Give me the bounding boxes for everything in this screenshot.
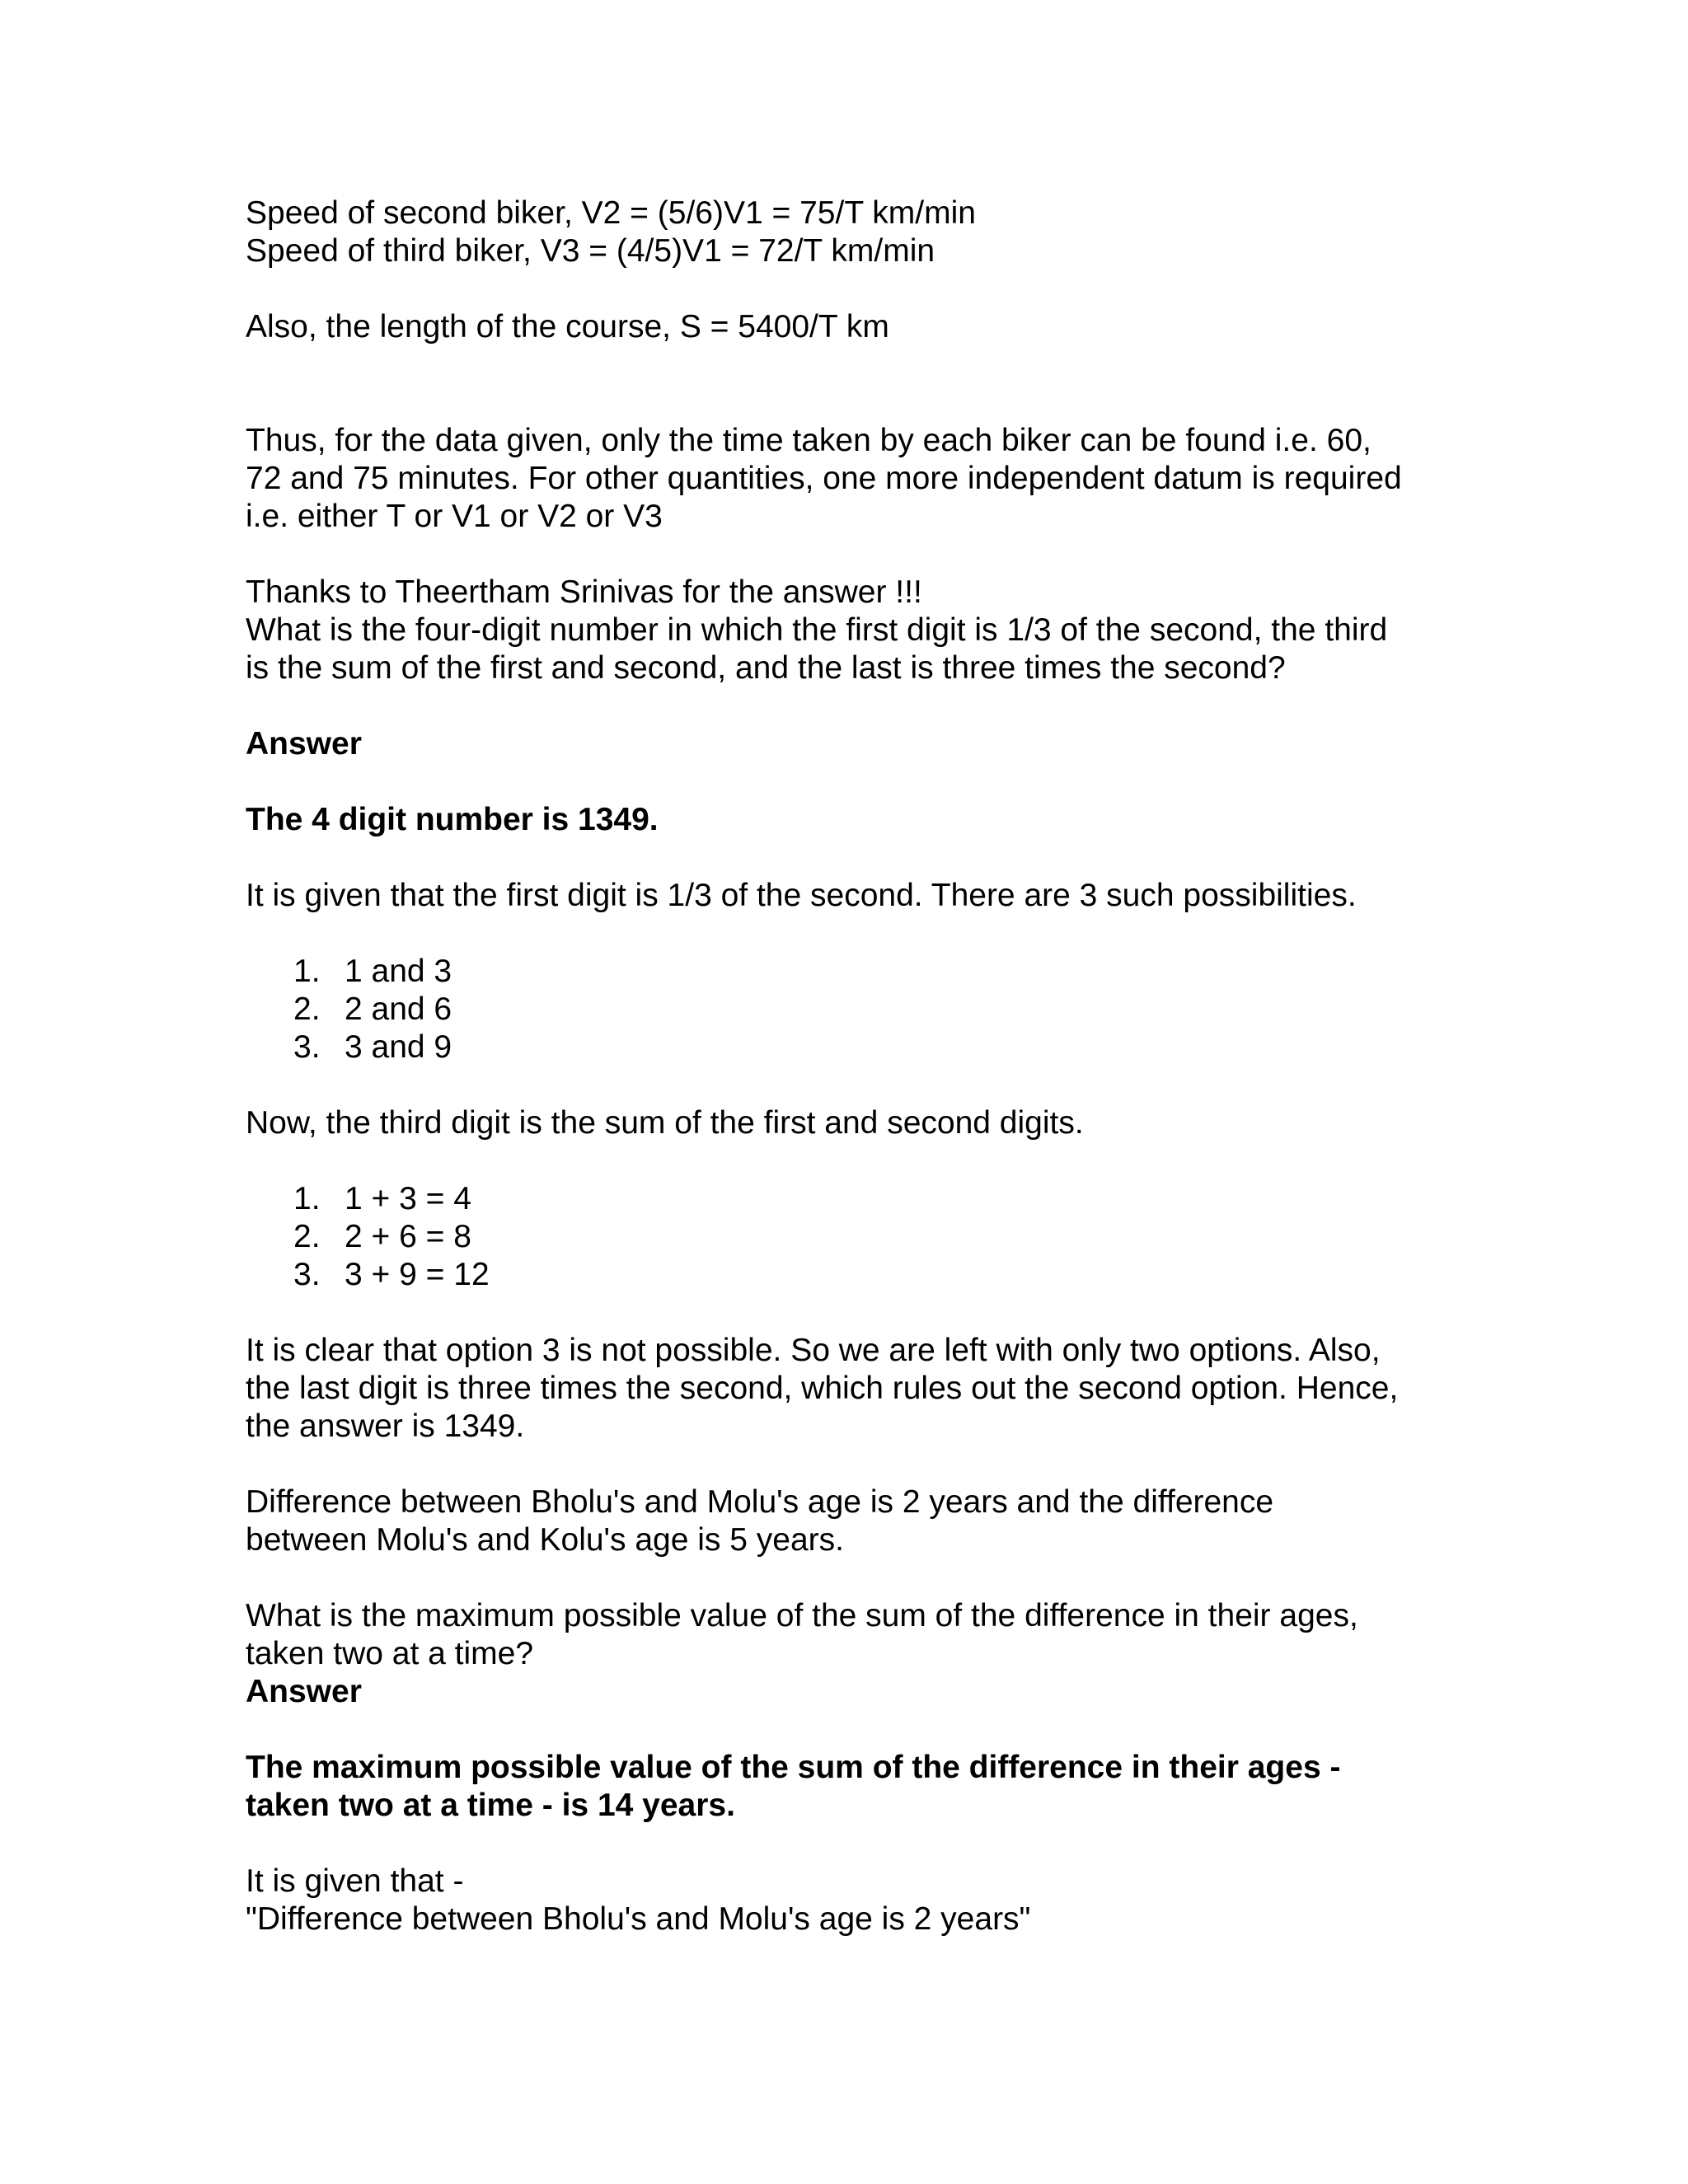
- list-text: 3 + 9 = 12: [345, 1257, 490, 1292]
- list-number: 2.: [293, 991, 321, 1027]
- answer-heading-1: Answer: [246, 726, 362, 762]
- possibilities-list: [246, 953, 1465, 1066]
- list-item: [246, 1180, 1465, 1218]
- text-line-thanks: Thanks to Theertham Srinivas for the answer !!!: [246, 574, 922, 610]
- answer-2-statement-line-2: taken two at a time - is 14 years.: [246, 1788, 735, 1823]
- text-line-v2: Speed of second biker, V2 = (5/6)V1 = 75/T km/min: [246, 195, 976, 231]
- text-line-diff-2: between Molu's and Kolu's age is 5 years.: [246, 1522, 844, 1558]
- list-item: [246, 1029, 1465, 1066]
- text-line-thus-3: i.e. either T or V1 or V2 or V3: [246, 499, 663, 534]
- answer-1-statement: The 4 digit number is 1349.: [246, 802, 659, 837]
- list-item: [246, 991, 1465, 1029]
- text-line-now: Now, the third digit is the sum of the first and second digits.: [246, 1105, 1084, 1141]
- text-line-clear-3: the answer is 1349.: [246, 1408, 525, 1444]
- text-line-given-2: It is given that -: [246, 1863, 464, 1899]
- answer-2-statement-line-1: The maximum possible value of the sum of the difference in their ages -: [246, 1750, 1341, 1785]
- text-line-diff-1: Difference between Bholu's and Molu's age is 2 years and the difference: [246, 1484, 1274, 1520]
- list-number: 1.: [293, 1181, 321, 1216]
- answer-heading-2: Answer: [246, 1674, 362, 1709]
- list-number: 2.: [293, 1219, 321, 1254]
- question-2-line-1: What is the maximum possible value of the sum of the difference in their ages,: [246, 1598, 1358, 1633]
- list-text: 2 and 6: [345, 991, 452, 1027]
- question-2-line-2: taken two at a time?: [246, 1636, 534, 1671]
- list-text: 3 and 9: [345, 1029, 452, 1065]
- text-line-v3: Speed of third biker, V3 = (4/5)V1 = 72/T km/min: [246, 233, 935, 269]
- text-line-clear-2: the last digit is three times the second, which rules out the second option. Hence,: [246, 1371, 1399, 1406]
- question-1-line-1: What is the four-digit number in which the first digit is 1/3 of the second, the third: [246, 612, 1388, 648]
- text-line-given-1: It is given that the first digit is 1/3 of the second. There are 3 such possibilities.: [246, 878, 1357, 913]
- list-number: 1.: [293, 954, 321, 989]
- list-number: 3.: [293, 1257, 321, 1292]
- text-line-quote: "Difference between Bholu's and Molu's age is 2 years": [246, 1901, 1031, 1937]
- text-line-course: Also, the length of the course, S = 5400/T km: [246, 309, 889, 344]
- list-item: [246, 1256, 1465, 1294]
- list-number: 3.: [293, 1029, 321, 1065]
- list-item: [246, 953, 1465, 991]
- list-item: [246, 1218, 1465, 1256]
- list-text: 1 and 3: [345, 954, 452, 989]
- list-text: 1 + 3 = 4: [345, 1181, 471, 1216]
- list-text: 2 + 6 = 8: [345, 1219, 471, 1254]
- text-line-clear-1: It is clear that option 3 is not possible. So we are left with only two options. Also,: [246, 1333, 1381, 1368]
- text-line-thus-2: 72 and 75 minutes. For other quantities, one more independent datum is required: [246, 461, 1402, 496]
- sums-list: [246, 1180, 1465, 1294]
- text-line-thus-1: Thus, for the data given, only the time taken by each biker can be found i.e. 60,: [246, 423, 1372, 458]
- question-1-line-2: is the sum of the first and second, and the last is three times the second?: [246, 650, 1286, 686]
- document-body: [246, 194, 1465, 1938]
